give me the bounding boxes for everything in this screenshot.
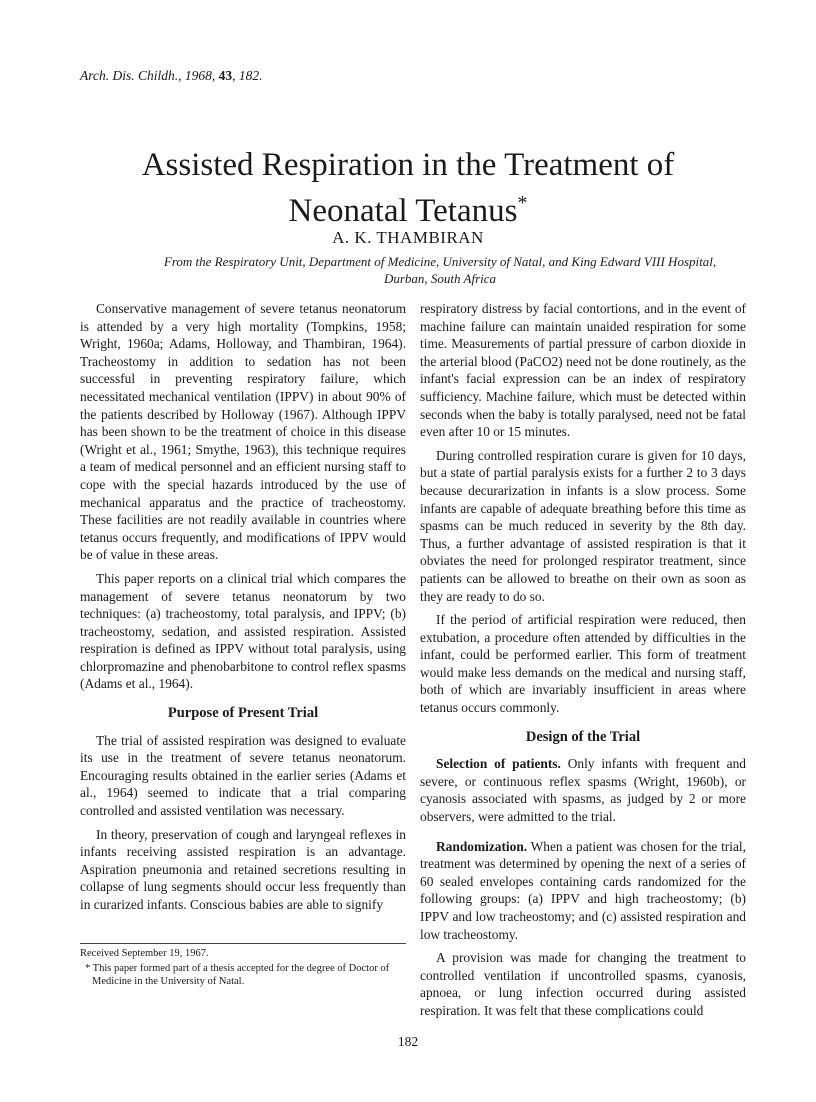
selection-paragraph xyxy=(420,755,746,825)
purpose-paragraph-2: In theory, preservation of cough and laryngeal reflexes in infants receiving assisted respiration is an advantage. Aspiration pneumonia and retained secretions resulting in collapse of lung segments should occur less frequently than in curarized infants. Conscious babies are able to signify xyxy=(80,826,406,912)
footnote-thesis: * This paper formed part of a thesis accepted for the degree of Doctor of Medicine in the University of Natal. xyxy=(85,963,390,987)
citation-volume: 43 xyxy=(218,68,233,83)
selection-text: Only infants with frequent and severe, or continuous reflex spasms (Wright, 1960b), or cyanosis associated with spasms, as judged by 2 or more observers, were admitted to the trial. xyxy=(420,756,747,825)
affiliation xyxy=(150,253,730,287)
continuation-paragraph-2: During controlled respiration curare is given for 10 days, but a state of partial paralysis exists for a further 2 to 3 days because decurarization in infants is a slow process. Some infants are capable of adequate breathing before this time as spasms can be much reduced in severity by the 8th day. Thus, a further advantage of assisted respiration is that it obviates the need for prolonged respirator treatment, since patients can be allowed to breathe on their own as soon as they are ready to do so. xyxy=(420,447,746,604)
citation-page: , 182. xyxy=(232,68,263,83)
title-line-1: Assisted Respiration in the Treatment of xyxy=(141,147,675,183)
provision-paragraph: A provision was made for changing the treatment to controlled ventilation if uncontrolled spasms, cyanosis, apnoea, or lung infection occurred during assisted respiration. It was felt that these complications could xyxy=(420,950,746,1018)
journal-name: Arch. Dis. Childh. xyxy=(80,68,179,83)
citation-year: , 1968, xyxy=(178,68,219,83)
title-footnote-mark: * xyxy=(517,192,528,214)
footnote-received: Received September 19, 1967. xyxy=(80,948,209,959)
heading-purpose: Purpose of Present Trial xyxy=(167,705,319,722)
selection-runin-heading: Selection of patients. xyxy=(436,756,561,772)
continuation-paragraph-3: If the period of artificial respiration were reduced, then extubation, a procedure often attended by difficulties in the infant, could be performed earlier. This form of treatment would make less demands on the medical and nursing staff, both of which are invariably insufficient in areas where tetanus occurs commonly. xyxy=(420,612,746,716)
intro-paragraph-2: This paper reports on a clinical trial which compares the management of severe tetanus neonatorum by two techniques: (a) tracheostomy, total paralysis, and IPPV; (b) tracheostomy, sedation, and assisted respiration. Assisted respiration is defined as IPPV without total paralysis, using chlorpromazine and phenobarbitone to control reflex spasms (Adams et al., 1964). xyxy=(80,570,406,692)
purpose-paragraph-1: The trial of assisted respiration was designed to evaluate its use in the treatment of severe tetanus neonatorum. Encouraging results obtained in the earlier series (Adams et al., 1964) seemed to indicate that a trial comparing controlled and assisted ventilation was necessary. xyxy=(80,732,406,819)
heading-design: Design of the Trial xyxy=(525,728,641,745)
footnote-rule xyxy=(80,943,406,944)
intro-paragraph-1: Conservative management of severe tetanus neonatorum is attended by a very high mortality (Tompkins, 1958; Wright, 1960a; Adams, Holloway, and Thambiran, 1964). Tracheostomy in addition to sedation has not been successful in preventing respiratory failure, which necessitated mechanical ventilation (IPPV) in about 90% of the patients described by Holloway (1967). Although IPPV has been shown to be the treatment of choice in this disease (Wright et al., 1961; Smythe, 1963), this technique requires a team of medical personnel and an efficient nursing staff to cope with the special hazards introduced by the use of mechanical apparatus and the practice of tracheostomy. These facilities are not readily available in countries where tetanus occurs frequently, and modifications of IPPV would be of value in these areas. xyxy=(80,301,406,563)
randomization-paragraph xyxy=(420,838,746,944)
footnotes xyxy=(80,943,406,990)
title-line-2: Neonatal Tetanus xyxy=(288,193,518,229)
page-number: 182 xyxy=(397,1034,419,1049)
article-title xyxy=(60,146,756,230)
randomization-text: When a patient was chosen for the trial, treatment was determined by opening the next of a series of 60 sealed envelopes containing cards randomized for the following groups: (a) IPPV and high tracheostomy; (b) IPPV and low tracheostomy; and (c) assisted respiration and low tracheostomy. xyxy=(420,838,746,942)
right-column xyxy=(420,300,746,1026)
randomization-runin-heading: Randomization. xyxy=(436,838,528,854)
left-column xyxy=(80,300,406,920)
affiliation-line-1: From the Respiratory Unit, Department of Medicine, University of Natal, and King Edward VIII Hospital, xyxy=(163,254,717,269)
author-name: A. K. THAMBIRAN xyxy=(332,228,484,247)
continuation-paragraph-1: respiratory distress by facial contortions, and in the event of machine failure can maintain unaided respiration for some time. Measurements of partial pressure of carbon dioxide in the arterial blood (PaCO2) need not be done routinely, as the infant's facial expression can be an index of respiratory sufficiency. Machine failure, which must be detected within seconds when the baby is totally paralysed, need not be fatal even after 10 or 15 minutes. xyxy=(420,301,746,440)
affiliation-line-2: Durban, South Africa xyxy=(383,271,497,286)
journal-citation xyxy=(80,68,263,84)
